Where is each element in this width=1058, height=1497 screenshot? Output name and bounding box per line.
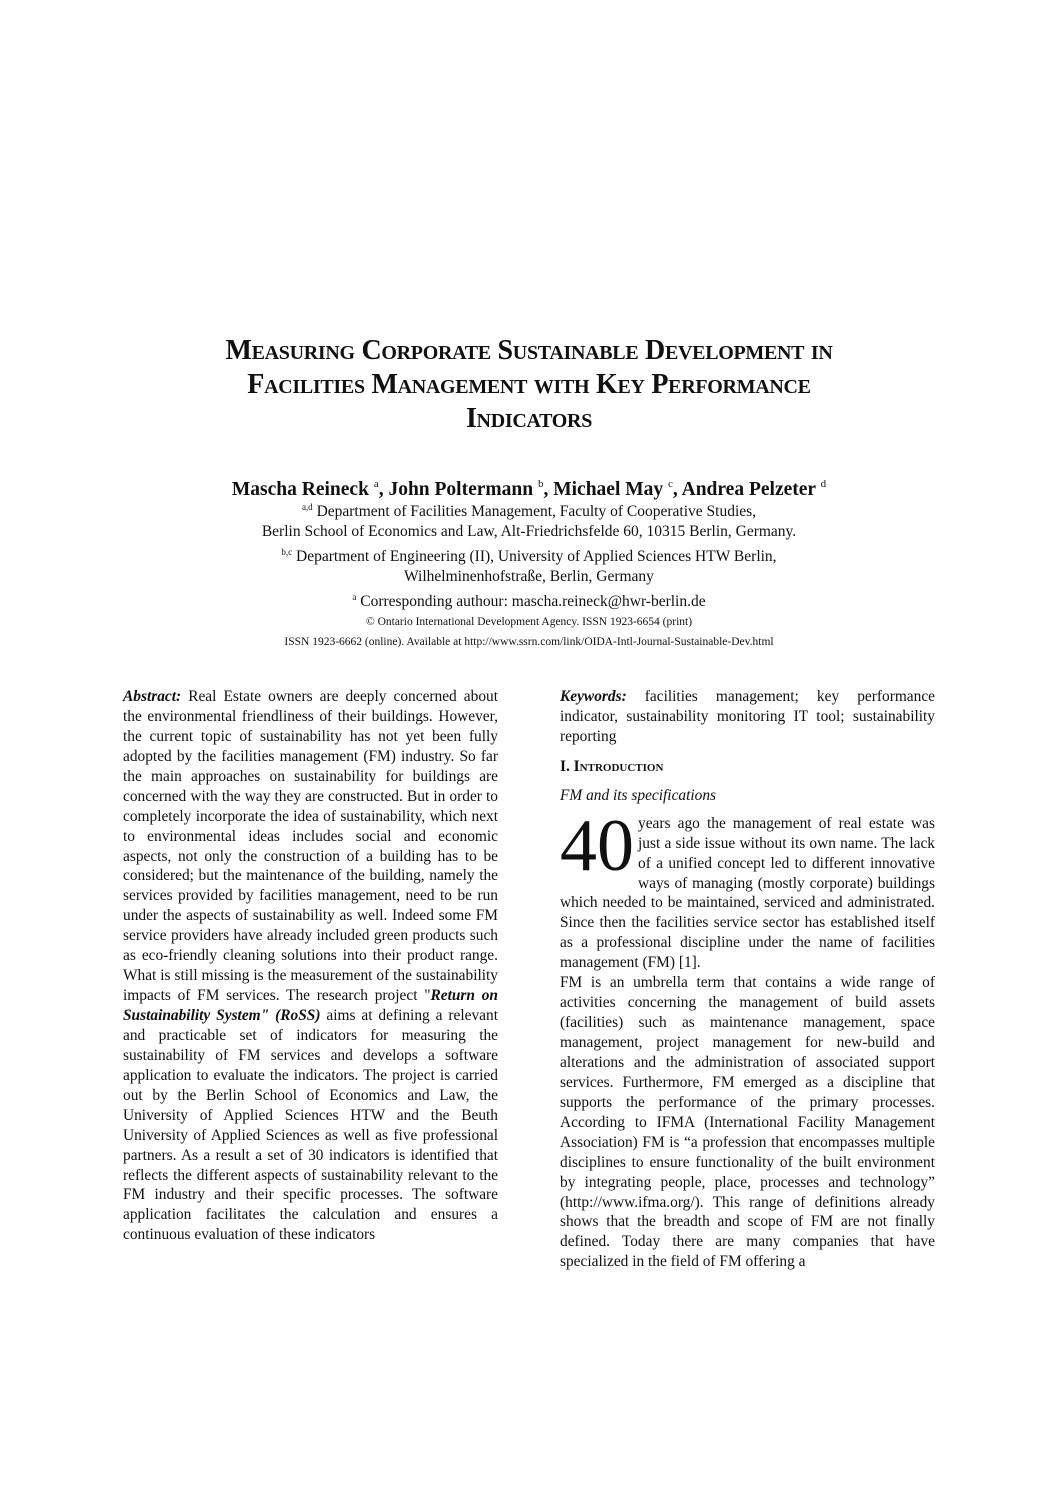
keywords-label: Keywords: xyxy=(560,688,627,705)
keywords xyxy=(560,687,935,747)
paper-title xyxy=(100,334,958,436)
author-name: Mascha Reineck xyxy=(231,479,369,500)
title-line: Measuring Corporate Sustainable Development in xyxy=(225,335,833,366)
intro-paragraph-2: FM is an umbrella term that contains a wide range of activities concerning the management of build assets (facilities) such as maintenance management, space management, project management for new-build and alterations and the administration of associated support services. Furthermore, FM emerged as a discipline that supports the performance of the primary processes. According to IFMA (International Facility Management Association) FM is “a profession that encompasses multiple disciplines to ensure functionality of the built environment by integrating people, place, processes and technology” (http://www.ifma.org/). This range of definitions already shows that the breadth and scope of FM are not finally defined. Today there are many companies that have specialized in the field of FM offering a xyxy=(560,974,935,1271)
abstract-text: Real Estate owners are deeply concerned about the environmental friendliness of their buildings. However, the current topic of sustainability has not yet been fully adopted by the facilities management (FM) industry. So far the main approaches on sustainability for buildings are concerned with the way they are constructed. But in order to completely incorporate the idea of sustainability, which next to environmental ideas includes social and economic aspects, not only the construction of a building has to be considered; but the maintenance of the building, namely the services provided by facilities management, need to be run under the aspects of sustainability as well. Indeed some FM service providers have already included green products such as eco-friendly cleaning solutions into their product range. What is still missing is the measurement of the sustainability impacts of FM services. The research project " xyxy=(123,688,498,1005)
copyright-notice xyxy=(100,612,958,652)
drop-cap: 40 xyxy=(560,804,634,887)
affiliation-line xyxy=(100,542,958,567)
author-affiliation-mark: a xyxy=(373,478,379,490)
abstract xyxy=(123,687,498,1245)
abstract-text-continued: aims at defining a relevant and practicable set of indicators for measuring the sustainability of FM services and develops a software application to evaluate the indicators. The project is carried out by the Berlin School of Economics and Law, the University of Applied Sciences HTW and the Beuth University of Applied Sciences as well as five professional partners. As a result a set of 30 indicators is identified that reflects the different aspects of sustainability relevant to the FM industry and their specific processes. The software application facilitates the calculation and ensures a continuous evaluation of these indicators xyxy=(123,1007,498,1244)
affiliation-line: Berlin School of Economics and Law, Alt-Friedrichsfelde 60, 10315 Berlin, Germany. xyxy=(261,523,797,540)
author-separator: , xyxy=(378,479,389,500)
author-name: Michael May xyxy=(553,479,664,500)
keywords-text: facilities management; key performance indicator, sustainability monitoring IT tool; sustainability reporting xyxy=(560,688,935,745)
author-separator: , xyxy=(543,479,554,500)
intro-paragraph xyxy=(560,804,935,974)
title-line: Facilities Management with Key Performance xyxy=(247,369,811,400)
section-heading: I. Introduction xyxy=(560,757,664,775)
corresponding-author-text: Corresponding authour: mascha.reineck@hwr-berlin.de xyxy=(356,593,706,610)
project-name: Return on Sustainability System" (RoSS) xyxy=(123,987,498,1024)
affiliation-line xyxy=(100,497,958,522)
intro-paragraph-text: years ago the management of real estate was just a side issue without its own name. The lack of a unified concept led to different innovative ways of managing (mostly corporate) buildings which needed to be maintained, serviced and administrated. Since then the facilities service sector has established itself as a professional discipline under the name of facilities management (FM) [1]. xyxy=(560,814,935,972)
author-affiliation-mark: c xyxy=(668,478,673,490)
subsection-heading: FM and its specifications xyxy=(560,786,717,804)
affiliation-line: Wilhelminenhofstraße, Berlin, Germany xyxy=(404,568,654,585)
affiliation-mark: a xyxy=(352,592,357,602)
author-name: John Poltermann xyxy=(388,479,534,500)
author-separator: , xyxy=(672,479,682,500)
affiliation-mark: a,d xyxy=(301,502,313,512)
abstract-label: Abstract: xyxy=(123,688,182,705)
right-column xyxy=(560,687,935,1272)
left-column xyxy=(123,687,498,1245)
author-affiliation-mark: d xyxy=(820,478,827,490)
copyright-line: © Ontario International Development Agency. ISSN 1923-6654 (print) xyxy=(365,616,693,628)
affiliation-text: Department of Engineering (II), University of Applied Sciences HTW Berlin, xyxy=(292,548,777,565)
affiliations xyxy=(100,497,958,612)
title-line: Indicators xyxy=(465,403,593,434)
affiliation-text: Department of Facilities Management, Faculty of Cooperative Studies, xyxy=(312,503,757,520)
author-name: Andrea Pelzeter xyxy=(681,479,816,500)
issn-line: ISSN 1923-6662 (online). Available at http://www.ssrn.com/link/OIDA-Intl-Journal-Sustainable-Dev.html xyxy=(284,636,774,648)
affiliation-mark: b,c xyxy=(281,547,293,557)
corresponding-author xyxy=(100,587,958,612)
author-affiliation-mark: b xyxy=(537,478,544,490)
